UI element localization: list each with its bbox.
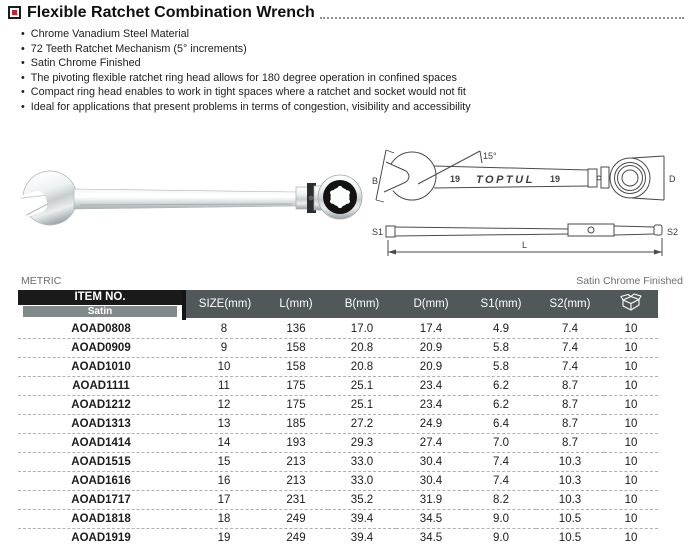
spec-cell: 29.3	[328, 434, 396, 453]
feature-item: • Ideal for applications that present problems in terms of congestion, visibility and accessibility	[21, 100, 471, 115]
table-row	[18, 472, 658, 491]
spec-cell: 27.2	[328, 415, 396, 434]
spec-cell: 7.4	[536, 358, 604, 377]
product-photo	[12, 156, 368, 273]
table-row	[18, 319, 658, 339]
column-header: L(mm)	[264, 290, 328, 319]
spec-cell: 7.4	[466, 453, 536, 472]
spec-cell: 7.4	[536, 319, 604, 339]
wrench-photo-illustration	[12, 156, 368, 268]
spec-cell: 10	[604, 529, 658, 546]
spec-cell: 27.4	[396, 434, 466, 453]
spec-cell: 8.7	[536, 377, 604, 396]
spec-cell: 20.9	[396, 339, 466, 358]
table-row	[18, 491, 658, 510]
spec-cell: 6.2	[466, 377, 536, 396]
column-header: B(mm)	[328, 290, 396, 319]
spec-cell: 16	[184, 472, 264, 491]
spec-cell: 9	[184, 339, 264, 358]
spec-cell: 249	[264, 510, 328, 529]
spec-cell: 158	[264, 358, 328, 377]
item-no-cell: AOAD1515	[18, 453, 184, 472]
table-row	[18, 510, 658, 529]
spec-cell: 34.5	[396, 529, 466, 546]
spec-cell: 5.8	[466, 339, 536, 358]
feature-list	[21, 27, 471, 115]
spec-cell: 25.1	[328, 377, 396, 396]
measurement-system-label: METRIC	[21, 275, 62, 287]
item-no-cell: AOAD1919	[18, 529, 184, 546]
spec-cell: 24.9	[396, 415, 466, 434]
spec-cell: 213	[264, 453, 328, 472]
table-row	[18, 415, 658, 434]
spec-cell: 10	[604, 434, 658, 453]
open-end-head	[12, 164, 84, 238]
angle-label: 15°	[483, 151, 497, 161]
dim-b-label: B	[372, 176, 379, 186]
spec-table-body	[18, 319, 658, 546]
spec-cell: 8.7	[536, 396, 604, 415]
feature-item: • The pivoting flexible ratchet ring head allows for 180 degree operation in confined spaces	[21, 71, 471, 86]
spec-cell: 15	[184, 453, 264, 472]
table-header-row	[18, 290, 658, 319]
dim-l-label: L	[522, 240, 528, 250]
item-no-cell: AOAD1111	[18, 377, 184, 396]
page-header	[8, 4, 686, 22]
table-row	[18, 529, 658, 546]
item-no-cell: AOAD1010	[18, 358, 184, 377]
item-no-header: ITEM NO.	[18, 290, 182, 305]
spec-cell: 249	[264, 529, 328, 546]
spec-cell: 30.4	[396, 453, 466, 472]
spec-cell: 6.2	[466, 396, 536, 415]
item-no-cell: AOAD1212	[18, 396, 184, 415]
spec-cell: 17.0	[328, 319, 396, 339]
spec-cell: 10	[184, 358, 264, 377]
spec-cell: 10.5	[536, 529, 604, 546]
spec-cell: 13	[184, 415, 264, 434]
spec-cell: 6.4	[466, 415, 536, 434]
spec-cell: 10.3	[536, 472, 604, 491]
item-no-cell: AOAD0808	[18, 319, 184, 339]
table-row	[18, 339, 658, 358]
spec-cell: 8.2	[466, 491, 536, 510]
spec-cell: 10	[604, 358, 658, 377]
spec-cell: 25.1	[328, 396, 396, 415]
item-no-cell: AOAD1717	[18, 491, 184, 510]
spec-cell: 185	[264, 415, 328, 434]
spec-cell: 7.4	[536, 339, 604, 358]
column-header: SIZE(mm)	[184, 290, 264, 319]
dim-s2-label: S2	[667, 227, 679, 237]
spec-cell: 231	[264, 491, 328, 510]
spec-cell: 10	[604, 377, 658, 396]
spec-table	[18, 290, 658, 546]
spec-cell: 10.5	[536, 510, 604, 529]
dim-d-label: D	[669, 174, 676, 184]
spec-cell: 10	[604, 491, 658, 510]
table-row	[18, 453, 658, 472]
page-title: Flexible Ratchet Combination Wrench	[27, 4, 315, 21]
spec-cell: 11	[184, 377, 264, 396]
spec-cell: 8.7	[536, 434, 604, 453]
spec-cell: 158	[264, 339, 328, 358]
table-caption-row	[21, 275, 683, 288]
column-header: S1(mm)	[466, 290, 536, 319]
item-no-cell: AOAD1616	[18, 472, 184, 491]
item-no-header-cell	[18, 290, 184, 319]
spec-cell: 5.8	[466, 358, 536, 377]
item-no-cell: AOAD1414	[18, 434, 184, 453]
item-no-cell: AOAD0909	[18, 339, 184, 358]
spec-cell: 8.7	[536, 415, 604, 434]
spec-cell: 10	[604, 472, 658, 491]
spec-cell: 4.9	[466, 319, 536, 339]
spec-cell: 23.4	[396, 396, 466, 415]
technical-drawing	[372, 140, 690, 279]
spec-cell: 31.9	[396, 491, 466, 510]
spec-cell: 12	[184, 396, 264, 415]
dim-s1-label: S1	[372, 227, 384, 237]
qty-per-carton-header	[604, 290, 658, 319]
table-row	[18, 377, 658, 396]
column-header: S2(mm)	[536, 290, 604, 319]
spec-cell: 9.0	[466, 510, 536, 529]
spec-cell: 10	[604, 415, 658, 434]
item-no-cell: AOAD1818	[18, 510, 184, 529]
spec-cell: 8	[184, 319, 264, 339]
size-marking-right: 19	[550, 174, 561, 184]
spec-cell: 10	[604, 453, 658, 472]
spec-cell: 34.5	[396, 510, 466, 529]
table-row	[18, 396, 658, 415]
spec-cell: 20.9	[396, 358, 466, 377]
spec-cell: 19	[184, 529, 264, 546]
spec-cell: 9.0	[466, 529, 536, 546]
spec-cell: 175	[264, 396, 328, 415]
spec-cell: 10	[604, 510, 658, 529]
spec-cell: 23.4	[396, 377, 466, 396]
spec-cell: 17.4	[396, 319, 466, 339]
spec-cell: 136	[264, 319, 328, 339]
feature-item: • Satin Chrome Finished	[21, 56, 471, 71]
spec-cell: 17	[184, 491, 264, 510]
spec-cell: 20.8	[328, 358, 396, 377]
feature-item: • 72 Teeth Ratchet Mechanism (5° increments)	[21, 42, 471, 57]
spec-cell: 10	[604, 339, 658, 358]
finish-label: Satin Chrome Finished	[576, 275, 683, 287]
spec-cell: 10	[604, 319, 658, 339]
feature-item: • Compact ring head enables to work in tight spaces where a ratchet and socket would not fit	[21, 85, 471, 100]
column-header: D(mm)	[396, 290, 466, 319]
spec-cell: 14	[184, 434, 264, 453]
spec-cell: 18	[184, 510, 264, 529]
spec-cell: 175	[264, 377, 328, 396]
spec-cell: 20.8	[328, 339, 396, 358]
spec-cell: 193	[264, 434, 328, 453]
red-square-bullet-icon	[8, 6, 21, 19]
size-marking-left: 19	[450, 174, 461, 184]
spec-cell: 35.2	[328, 491, 396, 510]
spec-cell: 7.0	[466, 434, 536, 453]
feature-item: • Chrome Vanadium Steel Material	[21, 27, 471, 42]
dotted-leader-line	[320, 17, 684, 19]
table-row	[18, 358, 658, 377]
item-no-cell: AOAD1313	[18, 415, 184, 434]
table-row	[18, 434, 658, 453]
carton-icon	[620, 292, 642, 312]
spec-cell: 10.3	[536, 453, 604, 472]
dimension-diagram	[372, 140, 690, 274]
spec-cell: 33.0	[328, 453, 396, 472]
spec-cell: 10.3	[536, 491, 604, 510]
spec-cell: 39.4	[328, 529, 396, 546]
spec-cell: 39.4	[328, 510, 396, 529]
spec-cell: 10	[604, 396, 658, 415]
spec-cell: 30.4	[396, 472, 466, 491]
spec-cell: 213	[264, 472, 328, 491]
spec-cell: 7.4	[466, 472, 536, 491]
spec-cell: 33.0	[328, 472, 396, 491]
brand-logo: TOPTUL	[476, 174, 535, 186]
item-no-subheader: Satin	[23, 306, 177, 317]
